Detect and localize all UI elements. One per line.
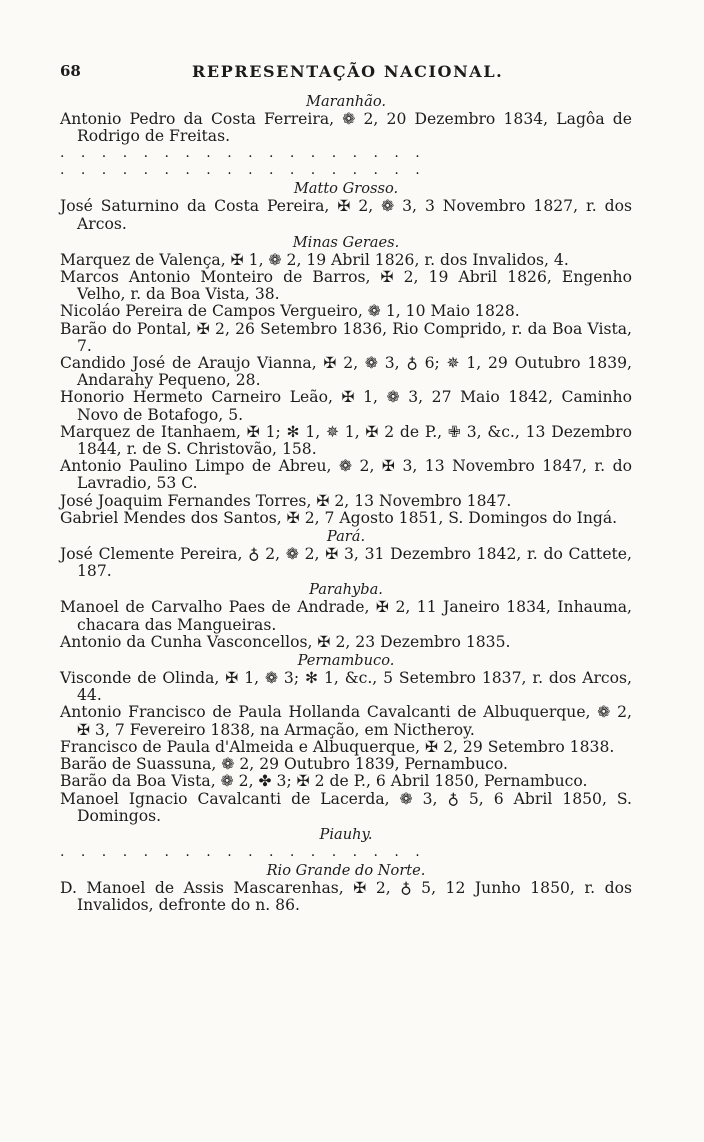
entry: Francisco de Paula d'Almeida e Albuquerque, ✠ 2, 29 Setembro 1838. [60, 737, 615, 756]
entry: Marquez de Itanhaem, ✠ 1; ✻ 1, ✵ 1, ✠ 2 de P., ✙ 3, &c., 13 Dezembro 1844, r. de S. Christovão, 158. [60, 422, 632, 459]
entry: Gabriel Mendes dos Santos, ✠ 2, 7 Agosto 1851, S. Domingos do Ingá. [60, 508, 618, 527]
entry: Barão da Boa Vista, ❁ 2, ✤ 3; ✠ 2 de P., 6 Abril 1850, Pernambuco. [60, 772, 588, 791]
section-title-piauhy: Piauhy. [319, 825, 373, 843]
ellipsis-row: . . . . . . . . . . . . . . . . . . [60, 162, 426, 179]
entry: Marquez de Valença, ✠ 1, ❁ 2, 19 Abril 1826, r. dos Invalidos, 4. [60, 250, 569, 269]
entry: Antonio Francisco de Paula Hollanda Cavalcanti de Albuquerque, ❁ 2, ✠ 3, 7 Fevereiro 1838, na Armação, em Nictheroy. [60, 703, 632, 739]
text-body [60, 92, 632, 914]
running-title: REPRESENTAÇÃO NACIONAL. [192, 62, 504, 81]
entry: Barão de Suassuna, ❁ 2, 29 Outubro 1839, Pernambuco. [60, 755, 508, 774]
section-title-parahyba: Parahyba. [309, 581, 383, 599]
entry: Visconde de Olinda, ✠ 1, ❁ 3; ✻ 1, &c., 5 Setembro 1837, r. dos Arcos, 44. [60, 669, 632, 705]
section-title-maranhao: Maranhão. [306, 93, 386, 110]
section-title-rio-grande-do-norte: Rio Grande do Norte. [266, 861, 426, 879]
section-title-matto-grosso: Matto Grosso. [293, 180, 399, 198]
entry: Antonio da Cunha Vasconcellos, ✠ 2, 23 Dezembro 1835. [60, 632, 511, 651]
page-header [0, 62, 704, 88]
entry: Barão do Pontal, ✠ 2, 26 Setembro 1836, Rio Comprido, r. da Boa Vista, 7. [60, 319, 632, 355]
entry: Manoel de Carvalho Paes de Andrade, ✠ 2, 11 Janeiro 1834, Inhauma, chacara das Mangueiras. [60, 598, 632, 634]
entry: Candido José de Araujo Vianna, ✠ 2, ❁ 3, ♁ 6; ✵ 1, 29 Outubro 1839, Andarahy Pequeno, 28. [60, 354, 632, 390]
entry: José Joaquim Fernandes Torres, ✠ 2, 13 Novembro 1847. [60, 491, 512, 510]
page-number: 68 [60, 62, 81, 80]
entry: José Clemente Pereira, ♁ 2, ❁ 2, ✠ 3, 31 Dezembro 1842, r. do Cattete, 187. [60, 545, 632, 581]
entry: José Saturnino da Costa Pereira, ✠ 2, ❁ 3, 3 Novembro 1827, r. dos Arcos. [60, 197, 632, 233]
entry: Antonio Pedro da Costa Ferreira, ❁ 2, 20 Dezembro 1834, Lagôa de Rodrigo de Freitas. [60, 110, 632, 146]
section-title-para: Pará. [326, 528, 366, 546]
ellipsis-row: . . . . . . . . . . . . . . . . . . [60, 843, 426, 860]
section-title-minas-geraes: Minas Geraes. [292, 233, 400, 251]
section-title-pernambuco: Pernambuco. [297, 652, 395, 670]
entry: D. Manoel de Assis Mascarenhas, ✠ 2, ♁ 5, 12 Junho 1850, r. dos Invalidos, defronte do n. 86. [60, 878, 632, 915]
entry: Marcos Antonio Monteiro de Barros, ✠ 2, 19 Abril 1826, Engenho Velho, r. da Boa Vista, 38. [60, 268, 632, 304]
entry: Manoel Ignacio Cavalcanti de Lacerda, ❁ 3, ♁ 5, 6 Abril 1850, S. Domingos. [60, 789, 632, 825]
entry: Antonio Paulino Limpo de Abreu, ❁ 2, ✠ 3, 13 Novembro 1847, r. do Lavradio, 53 C. [60, 457, 632, 493]
ellipsis-row: . . . . . . . . . . . . . . . . . . [60, 145, 426, 162]
entry: Nicoláo Pereira de Campos Vergueiro, ❁ 1, 10 Maio 1828. [60, 302, 520, 321]
entry: Honorio Hermeto Carneiro Leão, ✠ 1, ❁ 3, 27 Maio 1842, Caminho Novo de Botafogo, 5. [60, 388, 632, 424]
